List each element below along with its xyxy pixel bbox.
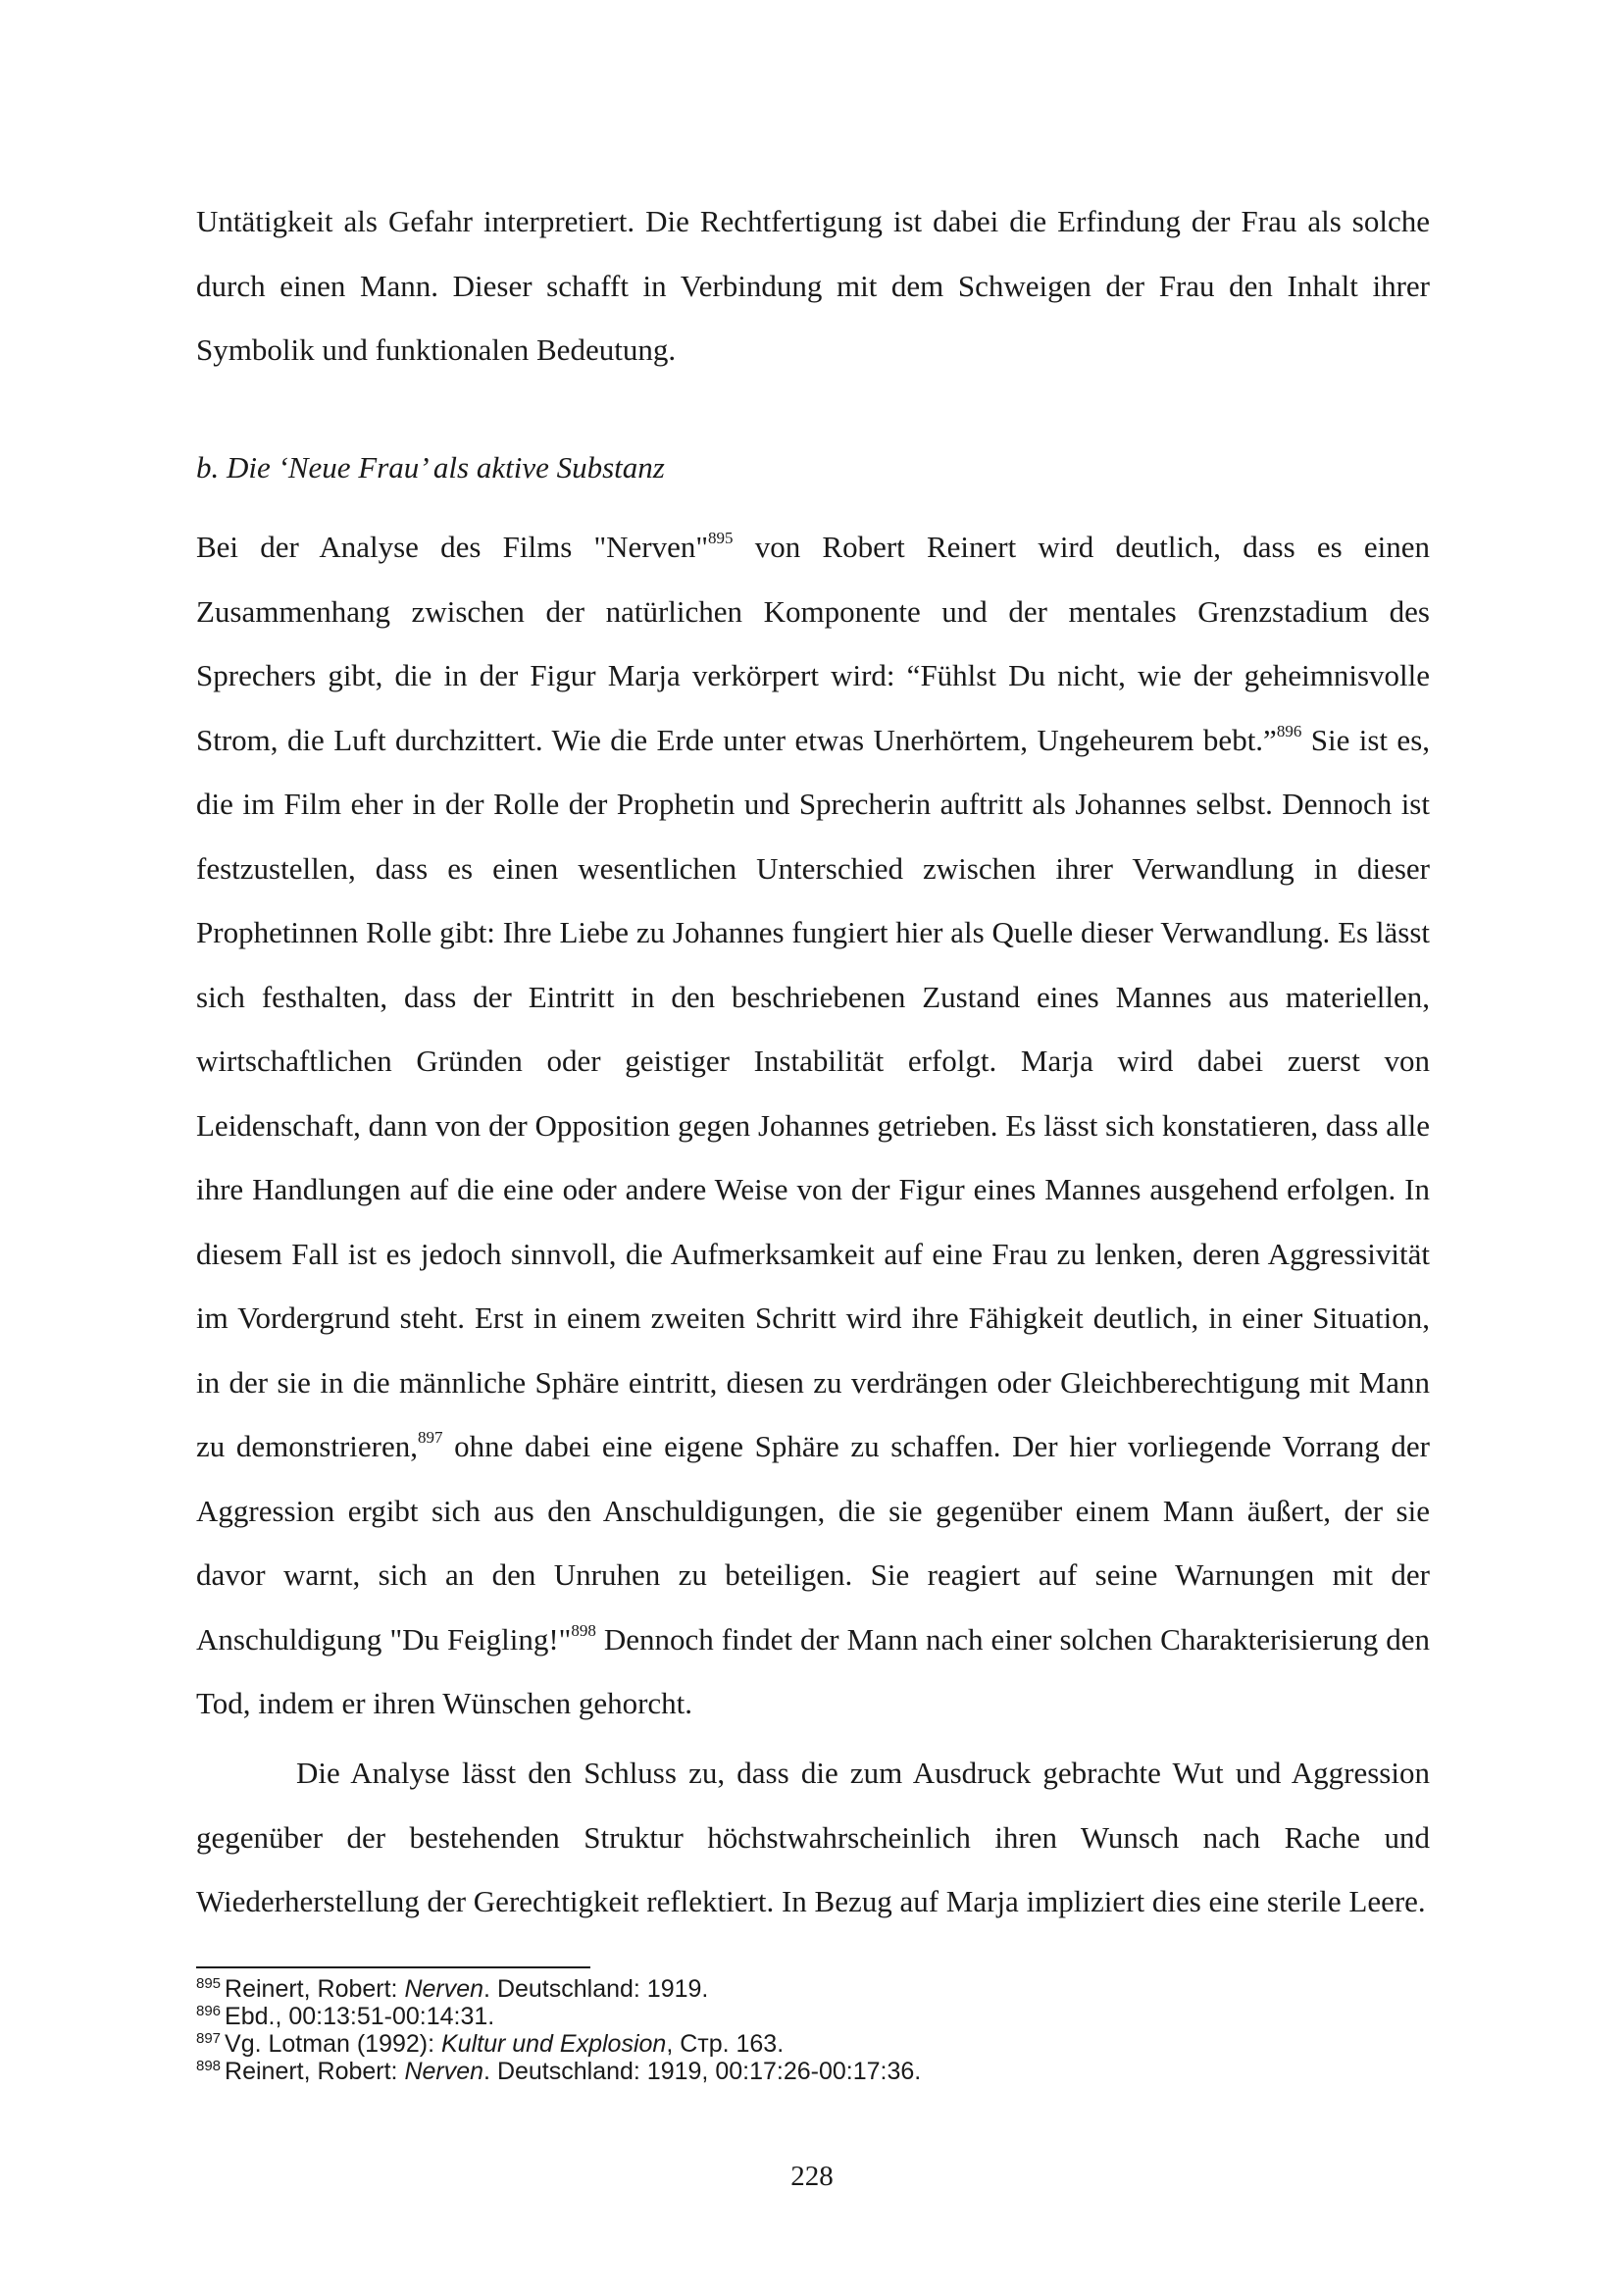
footnote-title: Nerven — [404, 1975, 484, 2003]
footnote — [196, 1975, 1430, 2003]
paragraph-2-text-3: Sie ist es, die im Film eher in der Rolle der Prophetin und Sprecherin auftritt als Johannes selbst. Dennoch ist festzustellen, dass es einen wesentlichen Unterschied zwischen ihrer Verwandlung in dieser Prophetinnen Rolle gibt: Ihre Liebe zu Johannes fungiert hier als Quelle dieser Verwandlung. Es lässt sich festhalten, dass der Eintritt in den beschriebenen Zustand eines Mannes aus materiellen, wirtschaftlichen Gründen oder geistiger Instabilität erfolgt. Marja wird dabei zuerst von Leidenschaft, dann von der Opposition gegen Johannes getrieben. Es lässt sich konstatieren, dass alle ihre Handlungen auf die eine oder andere Weise von der Figur eines Mannes ausgehend erfolgen. In diesem Fall ist es jedoch sinnvoll, die Aufmerksamkeit auf eine Frau zu lenken, deren Aggressivität im Vordergrund steht. Erst in einem zweiten Schritt wird ihre Fähigkeit deutlich, in einer Situation, in der sie in die männliche Sphäre eintritt, diesen zu verdrängen oder Gleichberechtigung mit Mann zu demonstrieren, — [196, 722, 1431, 1463]
footnote-separator — [196, 1966, 590, 1968]
footnote-text: Reinert, Robert: — [225, 1975, 405, 2003]
page-number: 228 — [790, 2161, 834, 2192]
footnote-text: Reinert, Robert: — [225, 2058, 405, 2085]
footnote-number: 897 — [196, 2030, 222, 2047]
footnote — [196, 2030, 1430, 2058]
paragraph-2-text-5: Dennoch findet der Mann nach einer solchen Charakterisierung den Tod, indem er ihren Wünschen gehorcht. — [196, 1621, 1430, 1720]
footnote-number: 895 — [196, 1975, 222, 1992]
footnote-ref-896: 896 — [1276, 721, 1302, 740]
section-heading: b. Die ‘Neue Frau’ als aktive Substanz — [196, 450, 665, 484]
footnote-title: Nerven — [404, 2058, 484, 2085]
paragraph-3: Die Analyse lässt den Schluss zu, dass die zum Ausdruck gebrachte Wut und Aggression gegenüber der bestehenden Struktur höchstwahrscheinlich ihren Wunsch nach Rache und Wiederherstellung der Gerechtigkeit reflektiert. In Bezug auf Marja impliziert dies eine sterile Leere. — [196, 1756, 1430, 1918]
footnote-title: Kultur und Explosion — [441, 2030, 667, 2058]
footnote — [196, 2058, 1430, 2085]
footnote-text: Vg. Lotman (1992): — [225, 2030, 441, 2058]
footnotes — [196, 1975, 1430, 2085]
paragraph-1: Untätigkeit als Gefahr interpretiert. Die Rechtfertigung ist dabei die Erfindung der Frau als solche durch einen Mann. Dieser schafft in Verbindung mit dem Schweigen der Frau den Inhalt ihrer Symbolik und funktionalen Bedeutung. — [196, 204, 1430, 367]
paragraph-2-text-2: von Robert Reinert wird deutlich, dass es einen Zusammenhang zwischen der natürlichen Komponente und der mentales Grenzstadium des Sprechers gibt, die in der Figur Marja verkörpert wird: “Fühlst Du nicht, wie der geheimnisvolle Strom, die Luft durchzittert. Wie die Erde unter etwas Unerhörtem, Ungeheurem bebt.” — [196, 530, 1430, 757]
footnote-ref-897: 897 — [417, 1428, 443, 1447]
footnote-text: Ebd., 00:13:51-00:14:31. — [225, 2003, 495, 2030]
footnote-text-end: . Deutschland: 1919. — [483, 1975, 709, 2003]
footnote-number: 898 — [196, 2058, 222, 2074]
paragraph-2-text-4: ohne dabei eine eigene Sphäre zu schaffen. Der hier vorliegende Vorrang der Aggression ergibt sich aus den Anschuldigungen, die sie gegenüber einem Mann äußert, der sie davor warnt, sich an den Unruhen zu beteiligen. Sie reagiert auf seine Warnungen mit der Anschuldigung "Du Feigling!" — [196, 1429, 1430, 1657]
footnote-text-end: . Deutschland: 1919, 00:17:26-00:17:36. — [483, 2058, 922, 2085]
footnote-ref-895: 895 — [708, 529, 734, 547]
paragraph-2-text-1: Bei der Analyse des Films "Nerven" — [196, 530, 709, 564]
footnote-ref-898: 898 — [571, 1620, 596, 1640]
footnote — [196, 2003, 1430, 2030]
paragraph-2 — [196, 515, 1430, 1736]
footnote-text-end: , Стр. 163. — [666, 2030, 785, 2058]
footnote-number: 896 — [196, 2003, 222, 2019]
